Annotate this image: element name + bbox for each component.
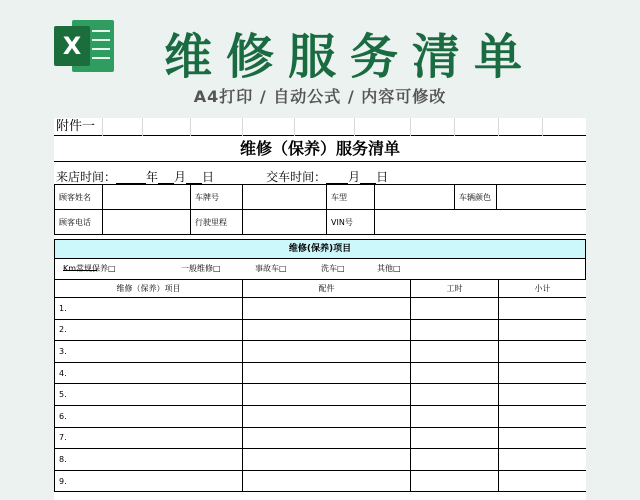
- table-row: [55, 384, 587, 406]
- field-vin[interactable]: [375, 210, 587, 235]
- info-row-2: [55, 210, 587, 235]
- row-number[interactable]: 4.: [55, 362, 243, 384]
- field-customer-name[interactable]: [103, 185, 191, 210]
- cell-subtotal[interactable]: [499, 341, 587, 363]
- label-car-color: 车辆颜色: [455, 185, 497, 210]
- label-vin: VIN号: [327, 210, 375, 235]
- cell-subtotal[interactable]: [499, 405, 587, 427]
- col-header-parts: 配件: [243, 280, 411, 298]
- cell-labor[interactable]: [411, 470, 499, 492]
- store-day-blank[interactable]: [186, 172, 202, 184]
- label-mileage: 行驶里程: [191, 210, 243, 235]
- cell-parts[interactable]: [243, 298, 411, 320]
- service-type-row: Km常规保养□ 一般维修□ 事故车□ 洗车□ 其他□: [54, 259, 586, 279]
- row-number[interactable]: 1.: [55, 298, 243, 320]
- cell-subtotal[interactable]: [499, 427, 587, 449]
- row-number[interactable]: 7.: [55, 427, 243, 449]
- row-number[interactable]: 2.: [55, 319, 243, 341]
- store-year-label: 年: [146, 170, 159, 184]
- label-customer-phone: 顾客电话: [55, 210, 103, 235]
- cell-parts[interactable]: [243, 341, 411, 363]
- cell-parts[interactable]: [243, 449, 411, 471]
- row-number[interactable]: 5.: [55, 384, 243, 406]
- table-row: [55, 341, 587, 363]
- table-row: [55, 405, 587, 427]
- row-number[interactable]: 3.: [55, 341, 243, 363]
- handover-day-blank[interactable]: [360, 172, 376, 184]
- table-row: [55, 298, 587, 320]
- cell-labor[interactable]: [411, 405, 499, 427]
- cell-labor[interactable]: [411, 341, 499, 363]
- row-number[interactable]: 6.: [55, 405, 243, 427]
- cell-labor[interactable]: [411, 298, 499, 320]
- service-items-table: [54, 279, 586, 492]
- cell-parts[interactable]: [243, 405, 411, 427]
- label-car-model: 车型: [327, 185, 375, 210]
- table-row: [55, 427, 587, 449]
- cell-parts[interactable]: [243, 319, 411, 341]
- spreadsheet-sheet: [54, 118, 586, 500]
- service-type-general[interactable]: 一般维修□: [181, 264, 221, 273]
- handover-month-label: 月: [348, 170, 361, 184]
- col-header-subtotal: 小计: [499, 280, 587, 298]
- info-table: [54, 184, 586, 235]
- items-header-row: [55, 280, 587, 298]
- cell-subtotal[interactable]: [499, 384, 587, 406]
- cell-labor[interactable]: [411, 427, 499, 449]
- field-plate-number[interactable]: [243, 185, 327, 210]
- store-day-label: 日: [202, 170, 215, 184]
- store-month-label: 月: [174, 170, 187, 184]
- field-mileage[interactable]: [243, 210, 327, 235]
- store-time-label: 来店时间：: [56, 170, 117, 184]
- table-row: [55, 362, 587, 384]
- cell-subtotal[interactable]: [499, 449, 587, 471]
- service-type-wash[interactable]: 洗车□: [321, 264, 345, 273]
- logo-letter: X: [54, 26, 90, 66]
- cell-parts[interactable]: [243, 384, 411, 406]
- cell-subtotal[interactable]: [499, 298, 587, 320]
- table-row: [55, 319, 587, 341]
- label-plate-number: 车牌号: [191, 185, 243, 210]
- handover-day-label: 日: [376, 170, 389, 184]
- page-subtitle: A4打印 / 自动公式 / 内容可修改: [193, 87, 447, 106]
- info-row-1: [55, 185, 587, 210]
- store-month-blank[interactable]: [158, 172, 174, 184]
- service-type-accident[interactable]: 事故车□: [255, 264, 287, 273]
- col-header-item: 维修（保养）项目: [55, 280, 243, 298]
- col-header-labor: 工时: [411, 280, 499, 298]
- cell-parts[interactable]: [243, 427, 411, 449]
- cell-labor[interactable]: [411, 384, 499, 406]
- label-customer-name: 顾客姓名: [55, 185, 103, 210]
- store-year-blank[interactable]: [116, 172, 146, 184]
- handover-time-label: 交车时间：: [266, 170, 327, 184]
- field-customer-phone[interactable]: [103, 210, 191, 235]
- cell-labor[interactable]: [411, 449, 499, 471]
- section-title: 维修(保养)项目: [54, 239, 586, 259]
- table-row: [55, 470, 587, 492]
- cell-parts[interactable]: [243, 362, 411, 384]
- field-car-color[interactable]: [497, 185, 587, 210]
- row-number[interactable]: 8.: [55, 449, 243, 471]
- page-title: 维修服务清单: [163, 29, 536, 85]
- cell-labor[interactable]: [411, 362, 499, 384]
- attachment-label: 附件一: [56, 119, 96, 134]
- cell-subtotal[interactable]: [499, 470, 587, 492]
- form-title: 维修（保养）服务清单: [54, 136, 586, 162]
- cell-subtotal[interactable]: [499, 319, 587, 341]
- field-car-model[interactable]: [375, 185, 455, 210]
- cell-labor[interactable]: [411, 319, 499, 341]
- table-row: [55, 449, 587, 471]
- cell-parts[interactable]: [243, 470, 411, 492]
- date-line: [56, 170, 388, 184]
- service-type-other[interactable]: 其他□: [377, 264, 401, 273]
- handover-month-blank[interactable]: [326, 172, 348, 184]
- row-number[interactable]: 9.: [55, 470, 243, 492]
- sheet-top-gridlines: [54, 118, 586, 136]
- cell-subtotal[interactable]: [499, 362, 587, 384]
